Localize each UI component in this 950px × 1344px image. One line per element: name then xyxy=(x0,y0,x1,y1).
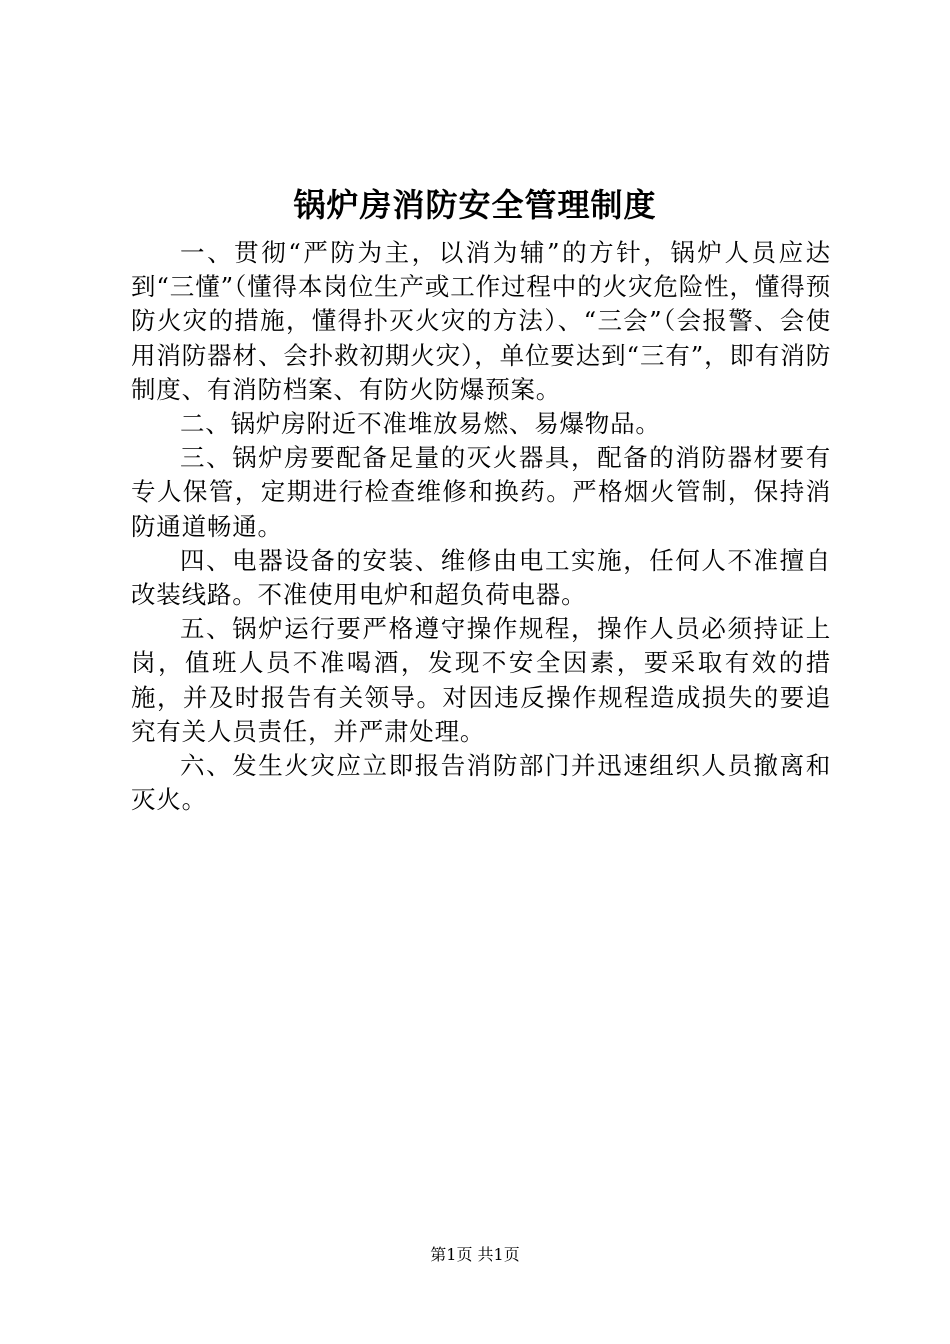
paragraph-6: 六、发生火灾应立即报告消防部门并迅速组织人员撤离和灭火。 xyxy=(131,751,831,815)
paragraph-1: 一、贯彻“严防为主，以消为辅”的方针，锅炉人员应达到“三懂”（懂得本岗位生产或工作过程中的火灾危险性，懂得预防火灾的措施，懂得扑灭火灾的方法）、“三会”（会报警、会使用消防器材、会扑救初期火灾），单位要达到“三有”，即有消防制度、有消防档案、有防火防爆预案。 xyxy=(131,238,831,404)
paragraph-4: 四、电器设备的安装、维修由电工实施，任何人不准擅自改装线路。不准使用电炉和超负荷电器。 xyxy=(131,545,831,610)
document-title: 锅炉房消防安全管理制度 xyxy=(293,186,657,224)
page-footer: 第1页 共1页 xyxy=(430,1245,520,1264)
document-body xyxy=(131,236,831,817)
paragraph-2: 二、锅炉房附近不准堆放易燃、易爆物品。 xyxy=(180,409,661,439)
paragraph-5: 五、锅炉运行要严格遵守操作规程，操作人员必须持证上岗，值班人员不准喝酒，发现不安全因素，要采取有效的措施，并及时报告有关领导。对因违反操作规程造成损失的要追究有关人员责任，并严肃处理。 xyxy=(131,614,831,746)
paragraph-3: 三、锅炉房要配备足量的灭火器具，配备的消防器材要有专人保管，定期进行检查维修和换药。严格烟火管制，保持消防通道畅通。 xyxy=(131,443,831,541)
